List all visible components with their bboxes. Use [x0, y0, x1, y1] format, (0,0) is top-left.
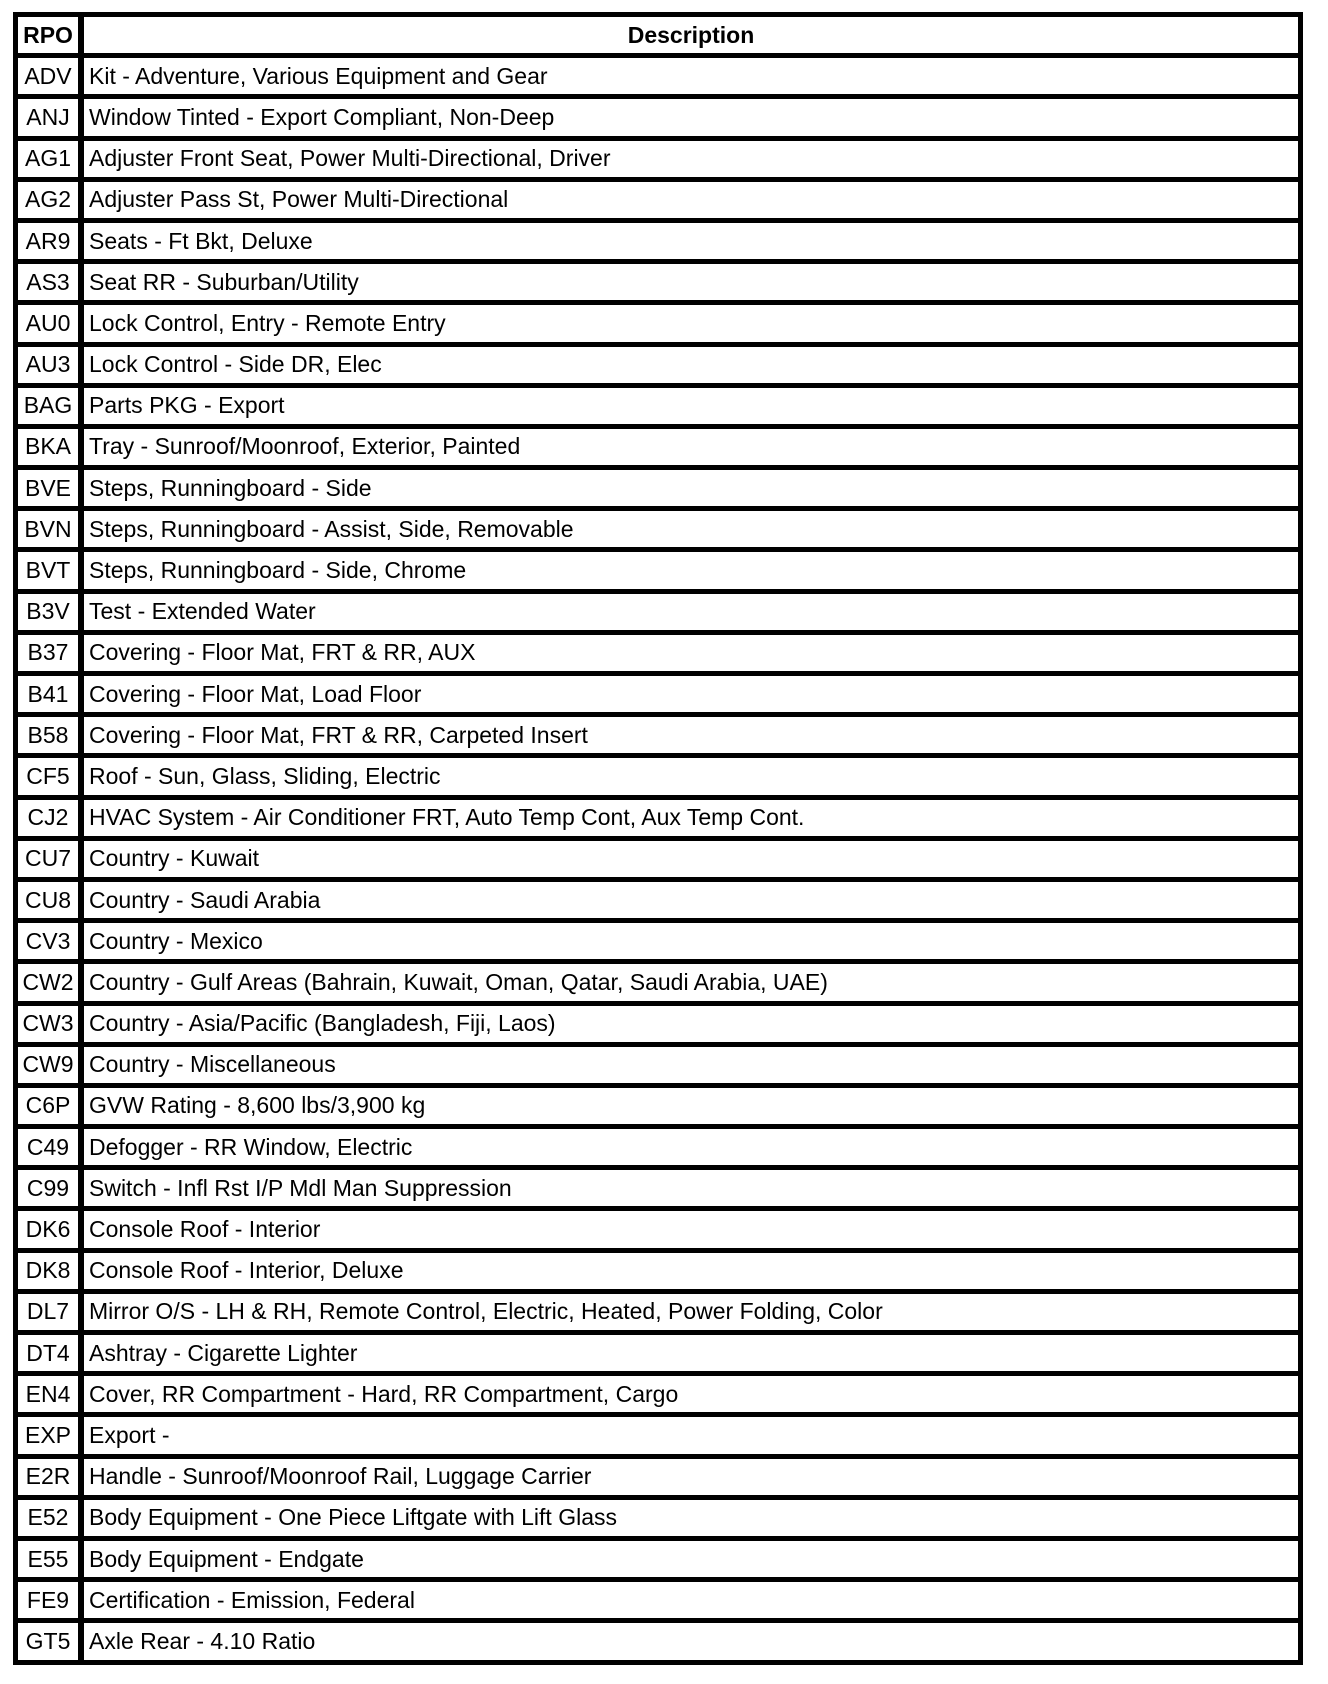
rpo-code-cell: BVN — [18, 511, 84, 547]
table-row — [18, 1623, 1298, 1659]
rpo-code-cell: DT4 — [18, 1335, 84, 1371]
rpo-code-cell: AU3 — [18, 347, 84, 383]
table-row — [18, 1500, 1298, 1541]
rpo-code-cell: C49 — [18, 1129, 84, 1165]
table-row — [18, 1088, 1298, 1129]
description-cell: Body Equipment - One Piece Liftgate with Lift Glass — [89, 1504, 617, 1531]
rpo-code-cell: BKA — [18, 429, 84, 465]
description-cell: Country - Asia/Pacific (Bangladesh, Fiji, Laos) — [89, 1010, 556, 1037]
table-row — [18, 182, 1298, 223]
description-cell: Handle - Sunroof/Moonroof Rail, Luggage Carrier — [89, 1463, 592, 1490]
description-cell: Switch - Infl Rst I/P Mdl Man Suppression — [89, 1174, 512, 1201]
description-cell: Console Roof - Interior, Deluxe — [89, 1257, 404, 1284]
table-row — [18, 1211, 1298, 1252]
rpo-code-cell: CW9 — [18, 1047, 84, 1083]
description-cell: Certification - Emission, Federal — [89, 1586, 415, 1613]
description-cell: GVW Rating - 8,600 lbs/3,900 kg — [89, 1092, 426, 1119]
rpo-code-cell: BVT — [18, 552, 84, 588]
table-row — [18, 1582, 1298, 1623]
description-cell: Country - Miscellaneous — [89, 1051, 336, 1078]
rpo-code-cell: ADV — [18, 58, 84, 94]
table-row — [18, 1294, 1298, 1335]
description-cell: Steps, Runningboard - Side — [89, 474, 372, 501]
rpo-code-cell: CU7 — [18, 841, 84, 877]
table-row — [18, 676, 1298, 717]
description-cell: Lock Control - Side DR, Elec — [89, 351, 382, 378]
table-row — [18, 58, 1298, 99]
description-cell: Covering - Floor Mat, FRT & RR, AUX — [89, 639, 476, 666]
description-cell: Country - Kuwait — [89, 845, 260, 872]
rpo-code-cell: CV3 — [18, 923, 84, 959]
table-row — [18, 1335, 1298, 1376]
description-cell: Roof - Sun, Glass, Sliding, Electric — [89, 762, 441, 789]
rpo-code-cell: B58 — [18, 717, 84, 753]
description-cell: Adjuster Pass St, Power Multi-Directional — [89, 186, 509, 213]
rpo-code-cell: GT5 — [18, 1623, 84, 1659]
table-row — [18, 594, 1298, 635]
description-cell: Steps, Runningboard - Side, Chrome — [89, 557, 467, 584]
table-row — [18, 1417, 1298, 1458]
description-cell: Adjuster Front Seat, Power Multi-Directional, Driver — [89, 145, 611, 172]
table-row — [18, 1170, 1298, 1211]
table-row — [18, 1129, 1298, 1170]
rpo-code-cell: DK6 — [18, 1211, 84, 1247]
description-cell: Country - Gulf Areas (Bahrain, Kuwait, Oman, Qatar, Saudi Arabia, UAE) — [89, 968, 828, 995]
table-row — [18, 305, 1298, 346]
description-cell: Parts PKG - Export — [89, 392, 285, 419]
rpo-code-cell: E52 — [18, 1500, 84, 1536]
table-row — [18, 964, 1298, 1005]
rpo-code-cell: CW3 — [18, 1006, 84, 1042]
table-row — [18, 552, 1298, 593]
rpo-code-cell: EN4 — [18, 1376, 84, 1412]
rpo-code-cell: BVE — [18, 470, 84, 506]
rpo-code-cell: FE9 — [18, 1582, 84, 1618]
rpo-code-cell: B37 — [18, 635, 84, 671]
rpo-code-cell: CF5 — [18, 758, 84, 794]
table-row — [18, 347, 1298, 388]
table-row — [18, 1006, 1298, 1047]
description-cell: Ashtray - Cigarette Lighter — [89, 1339, 358, 1366]
table-row — [18, 882, 1298, 923]
description-cell: Body Equipment - Endgate — [89, 1545, 364, 1572]
table-row — [18, 923, 1298, 964]
description-cell: Seats - Ft Bkt, Deluxe — [89, 227, 313, 254]
table-row — [18, 470, 1298, 511]
table-row — [18, 717, 1298, 758]
rpo-code-cell: DL7 — [18, 1294, 84, 1330]
description-cell: Covering - Floor Mat, Load Floor — [89, 680, 422, 707]
description-cell: Country - Mexico — [89, 927, 263, 954]
rpo-code-cell: B3V — [18, 594, 84, 630]
rpo-table — [13, 12, 1303, 1665]
rpo-code-cell: ANJ — [18, 99, 84, 135]
rpo-code-cell: C99 — [18, 1170, 84, 1206]
rpo-code-cell: CW2 — [18, 964, 84, 1000]
table-row — [18, 388, 1298, 429]
table-row — [18, 758, 1298, 799]
description-cell: HVAC System - Air Conditioner FRT, Auto Temp Cont, Aux Temp Cont. — [89, 804, 805, 831]
table-row — [18, 99, 1298, 140]
rpo-code-cell: DK8 — [18, 1253, 84, 1289]
description-cell: Cover, RR Compartment - Hard, RR Compartment, Cargo — [89, 1380, 679, 1407]
table-row — [18, 264, 1298, 305]
description-cell: Steps, Runningboard - Assist, Side, Removable — [89, 515, 574, 542]
rpo-code-cell: AG2 — [18, 182, 84, 218]
description-cell: Window Tinted - Export Compliant, Non-Deep — [89, 103, 555, 130]
table-row — [18, 1253, 1298, 1294]
description-cell: Console Roof - Interior — [89, 1216, 321, 1243]
table-row — [18, 841, 1298, 882]
table-header — [18, 17, 1298, 58]
table-row — [18, 429, 1298, 470]
rpo-code-cell: BAG — [18, 388, 84, 424]
rpo-code-cell: AS3 — [18, 264, 84, 300]
description-cell: Axle Rear - 4.10 Ratio — [89, 1627, 316, 1654]
description-cell: Seat RR - Suburban/Utility — [89, 268, 359, 295]
table-row — [18, 1459, 1298, 1500]
rpo-code-cell: B41 — [18, 676, 84, 712]
rpo-code-cell: CJ2 — [18, 800, 84, 836]
rpo-code-cell: E55 — [18, 1541, 84, 1577]
table-row — [18, 635, 1298, 676]
rpo-code-cell: C6P — [18, 1088, 84, 1124]
rpo-code-cell: EXP — [18, 1417, 84, 1453]
table-row — [18, 1047, 1298, 1088]
description-cell: Kit - Adventure, Various Equipment and Gear — [89, 62, 548, 89]
table-row — [18, 800, 1298, 841]
table-row — [18, 223, 1298, 264]
table-row — [18, 1541, 1298, 1582]
rpo-code-cell: E2R — [18, 1459, 84, 1495]
description-cell: Defogger - RR Window, Electric — [89, 1133, 413, 1160]
table-row — [18, 1376, 1298, 1417]
description-cell: Covering - Floor Mat, FRT & RR, Carpeted Insert — [89, 721, 588, 748]
header-rpo: RPO — [18, 17, 84, 53]
rpo-code-cell: CU8 — [18, 882, 84, 918]
description-cell: Mirror O/S - LH & RH, Remote Control, Electric, Heated, Power Folding, Color — [89, 1298, 883, 1325]
rpo-code-cell: AG1 — [18, 141, 84, 177]
description-cell: Export - — [89, 1421, 170, 1448]
rpo-code-cell: AU0 — [18, 305, 84, 341]
description-cell: Country - Saudi Arabia — [89, 886, 321, 913]
table-row — [18, 511, 1298, 552]
description-cell: Test - Extended Water — [89, 598, 316, 625]
header-description: Description — [627, 21, 755, 48]
table-row — [18, 141, 1298, 182]
description-cell: Lock Control, Entry - Remote Entry — [89, 309, 446, 336]
rpo-code-cell: AR9 — [18, 223, 84, 259]
description-cell: Tray - Sunroof/Moonroof, Exterior, Painted — [89, 433, 521, 460]
